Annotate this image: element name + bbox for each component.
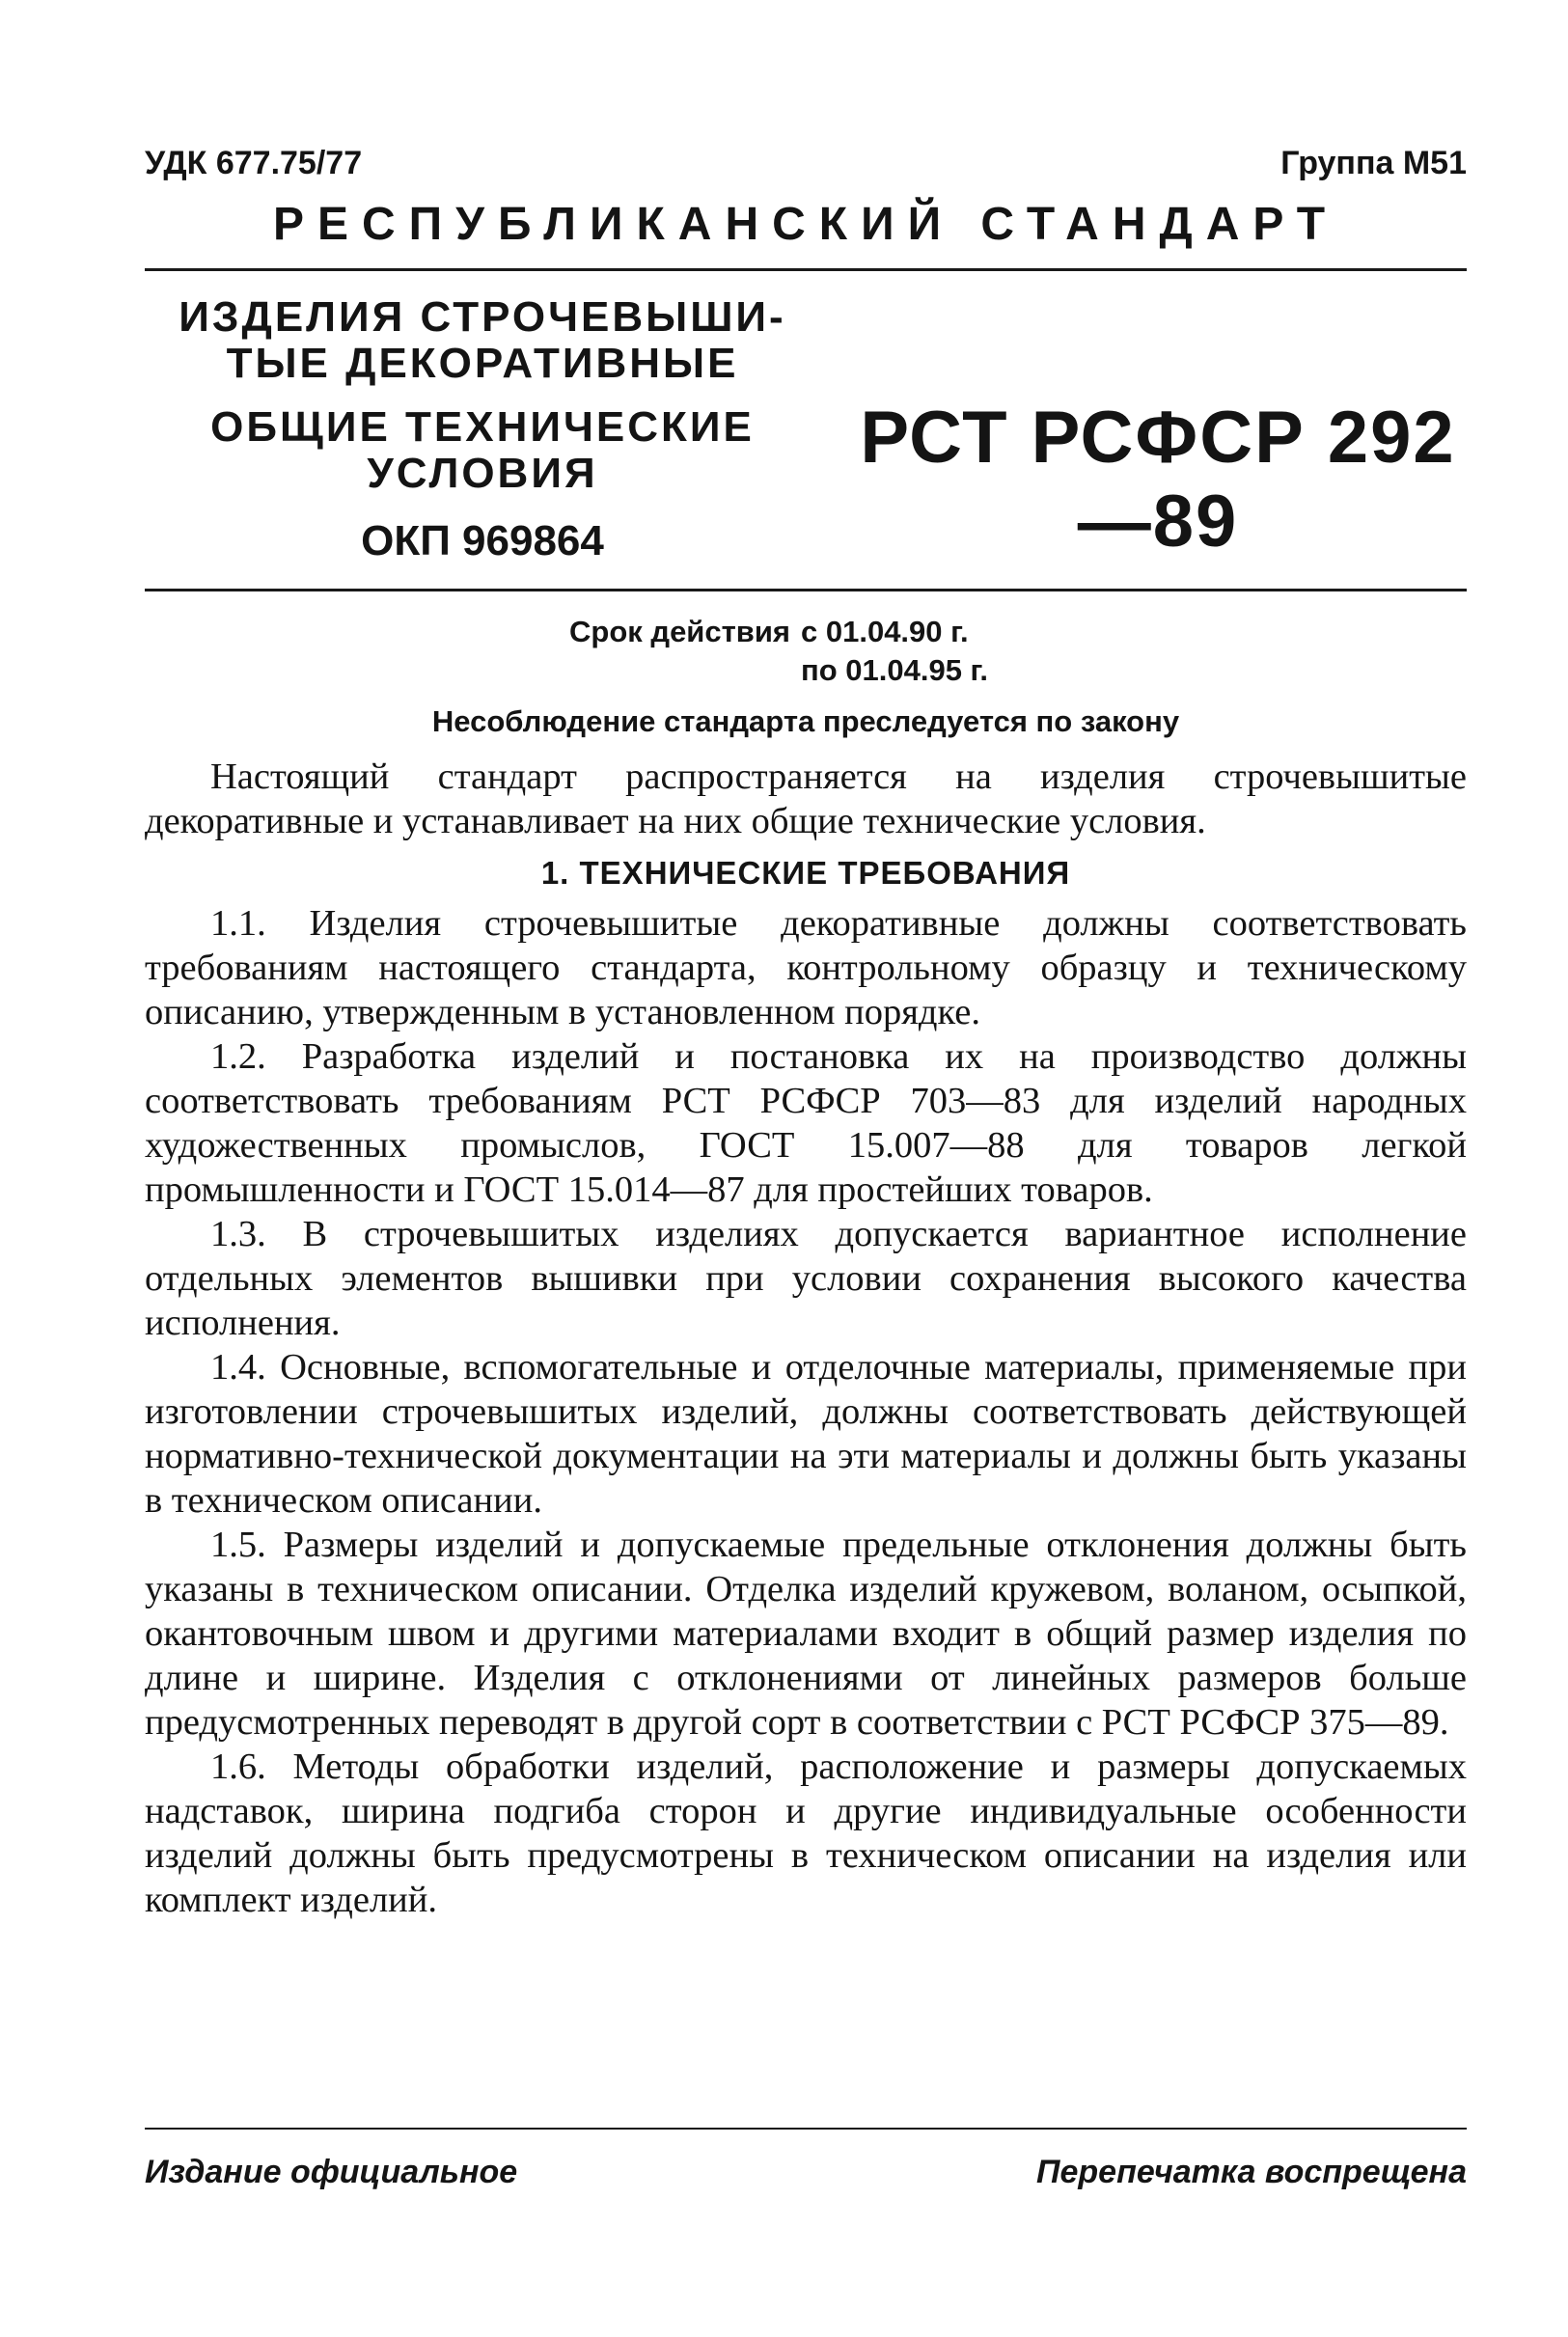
validity-period bbox=[569, 613, 1148, 690]
udk-code: УДК 677.75/77 bbox=[145, 145, 363, 181]
subtitle-line-2: УСЛОВИЯ bbox=[367, 450, 598, 497]
footer bbox=[145, 2154, 1467, 2202]
validity-to: по 01.04.95 г. bbox=[801, 653, 988, 687]
validity-from: с 01.04.90 г. bbox=[801, 615, 969, 648]
clause-1-4: 1.4. Основные, вспомогательные и отделочные материалы, применяемые при изготовлении строчевышитых изделий, должны соответствовать действующей нормативно-технической документации на эти материалы и должны быть указаны в техническом описании. bbox=[145, 1347, 1467, 1521]
intro-paragraph: Настоящий стандарт распространяется на изделия строчевышитые декоративные и устанавливает на них общие технические условия. bbox=[145, 756, 1467, 841]
clause-1-2: 1.2. Разработка изделий и постановка их на производство должны соответствовать требованиям РСТ РСФСР 703—83 для изделий народных художественных промыслов, ГОСТ 15.007—88 для товаров легкой промышленности и ГОСТ 15.014—87 для простейших товаров. bbox=[145, 1036, 1467, 1210]
clause-1-3: 1.3. В строчевышитых изделиях допускается вариантное исполнение отдельных элементов вышивки при условии сохранения высокого качества исполнения. bbox=[145, 1214, 1467, 1343]
clause-1-1: 1.1. Изделия строчевышитые декоративные должны соответствовать требованиям настоящего стандарта, контрольному образцу и техническому описанию, утвержденным в установленном порядке. bbox=[145, 903, 1467, 1032]
header-row bbox=[145, 145, 1467, 193]
reprint-prohibited: Перепечатка воспрещена bbox=[1036, 2154, 1467, 2190]
validity-label: Срок действия bbox=[569, 615, 790, 648]
title-divider bbox=[145, 589, 1467, 591]
header-divider bbox=[145, 268, 1467, 271]
clause-1-6: 1.6. Методы обработки изделий, расположение и размеры допускаемых надставок, ширина подгиба сторон и другие индивидуальные особенности изделий должны быть предусмотрены в техническом описании на изделия или комплект изделий. bbox=[145, 1746, 1467, 1920]
okp-code: ОКП 969864 bbox=[361, 517, 604, 564]
group-code: Группа М51 bbox=[1280, 145, 1467, 181]
document-title bbox=[145, 294, 820, 564]
enforcement-notice: Несоблюдение стандарта преследуется по закону bbox=[431, 704, 1180, 738]
clause-1-5: 1.5. Размеры изделий и допускаемые предельные отклонения должны быть указаны в техническом описании. Отделка изделий кружевом, воланом, осыпкой, окантовочным швом и другими материалами входит в общий размер изделия по длине и ширине. Изделия с отклонениями от линейных размеров больше предусмотренных переводят в другой сорт в соответствии с РСТ РСФСР 375—89. bbox=[145, 1525, 1467, 1743]
standard-designation: РСТ РСФСР 292—89 bbox=[860, 397, 1456, 563]
official-edition: Издание официальное bbox=[145, 2154, 518, 2190]
section-heading: 1. ТЕХНИЧЕСКИЕ ТРЕБОВАНИЯ bbox=[540, 855, 1071, 891]
title-line-2: ТЫЕ ДЕКОРАТИВНЫЕ bbox=[226, 340, 739, 387]
title-line-1: ИЗДЕЛИЯ СТРОЧЕВЫШИ- bbox=[179, 293, 786, 341]
document-body bbox=[145, 755, 1467, 1922]
footer-divider bbox=[145, 2128, 1467, 2130]
standard-type: РЕСПУБЛИКАНСКИЙ СТАНДАРТ bbox=[272, 199, 1339, 250]
subtitle-line-1: ОБЩИЕ ТЕХНИЧЕСКИЕ bbox=[210, 403, 755, 451]
